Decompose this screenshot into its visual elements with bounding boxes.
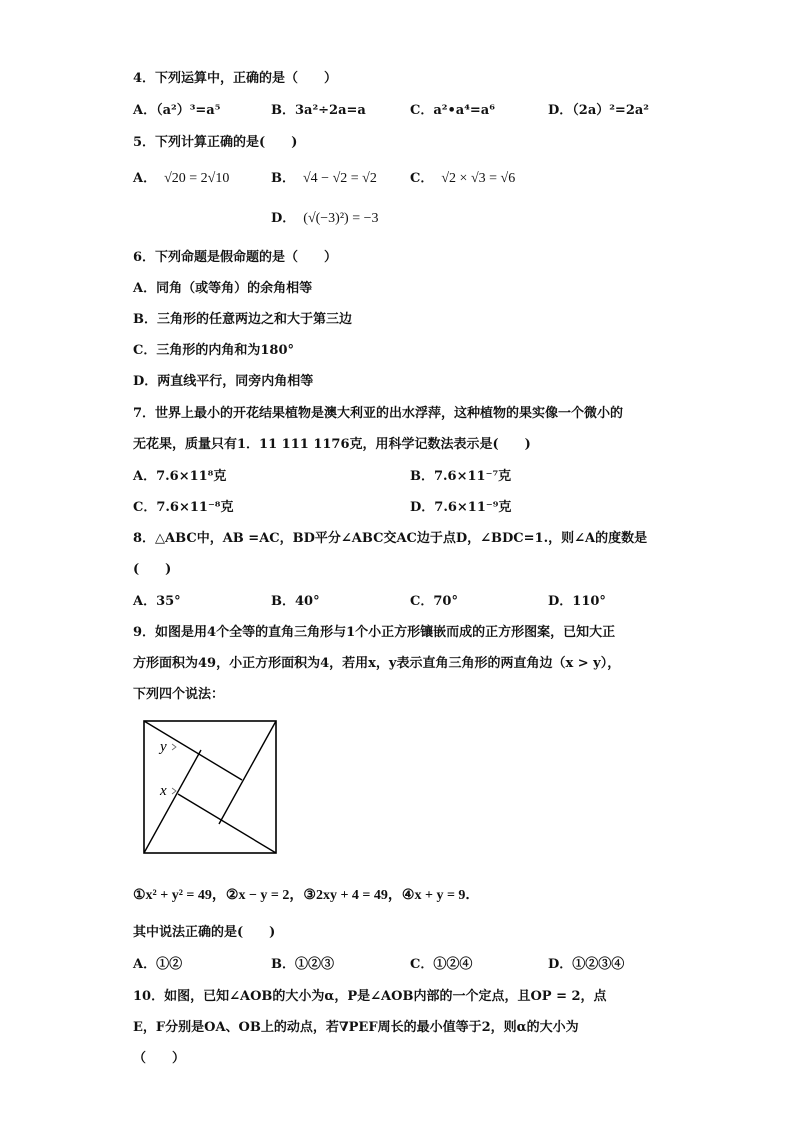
q9-statements	[133, 884, 479, 904]
q5-option-b-label: B．	[271, 171, 295, 186]
q8-option-b: B．40°	[271, 594, 320, 609]
label-x: x	[160, 783, 167, 799]
q7-option-c: C．7.6×11⁻⁸克	[133, 500, 234, 515]
q8-stem-line2: ( )	[133, 562, 172, 577]
q7-option-d: D．7.6×11⁻⁹克	[410, 500, 512, 515]
q7-stem-line1: 7．世界上最小的开花结果植物是澳大利亚的出水浮萍，这种植物的果实像一个微小的	[133, 406, 624, 421]
q9-option-b: B．①②③	[271, 957, 334, 972]
q5-option-b	[271, 167, 377, 187]
q9-figure-svg	[142, 718, 282, 860]
q8-stem-line1: 8．△ABC中，AB =AC，BD平分∠ABC交AC边于点D，∠BDC=1.，则∠A的度数是	[133, 531, 648, 546]
q9-stem-line2: 方形面积为49，小正方形面积为4，若用x，y表示直角三角形的两直角边（x > y），	[133, 656, 621, 671]
q8-option-a: A．35°	[133, 594, 181, 609]
q5-stem: 5．下列计算正确的是( )	[133, 135, 298, 150]
triangle-edge-2	[219, 721, 276, 824]
label-y: y	[160, 739, 167, 755]
q9-option-a: A．①②	[133, 957, 183, 972]
q6-stem: 6．下列命题是假命题的是（ ）	[133, 250, 338, 265]
q4-stem: 4．下列运算中，正确的是（ ）	[133, 71, 338, 86]
q6-option-a: A．同角（或等角）的余角相等	[133, 281, 313, 296]
q10-stem-line3: （ ）	[133, 1051, 186, 1066]
q7-option-b: B．7.6×11⁻⁷克	[410, 469, 512, 484]
q6-option-c: C．三角形的内角和为180°	[133, 343, 294, 358]
q4-option-a: A．（a²）³=a⁵	[133, 103, 221, 118]
q5-option-a-expr: √20 = 2√10	[164, 171, 230, 186]
triangle-edge-4	[144, 750, 201, 853]
q4-option-d: D．（2a）²=2a²	[548, 103, 649, 118]
q9-stem-line3: 下列四个说法：	[133, 687, 225, 702]
q5-option-d-expr: (√(−3)²) = −3	[303, 211, 379, 226]
q5-option-b-expr: √4 − √2 = √2	[303, 171, 377, 186]
arrow-mark-y-icon	[172, 744, 176, 750]
q7-option-a: A．7.6×11⁸克	[133, 469, 227, 484]
q5-option-c-label: C．	[410, 171, 434, 186]
triangle-edge-1	[144, 721, 242, 780]
q5-option-c-expr: √2 × √3 = √6	[441, 171, 516, 186]
q9-question: 其中说法正确的是( )	[133, 925, 276, 940]
triangle-edge-3	[178, 794, 276, 853]
q5-option-a-label: A．	[133, 171, 157, 186]
q6-option-b: B．三角形的任意两边之和大于第三边	[133, 312, 352, 327]
q5-option-a	[133, 167, 229, 187]
q5-option-d	[271, 207, 379, 227]
q6-option-d: D．两直线平行，同旁内角相等	[133, 374, 314, 389]
q5-option-d-label: D．	[271, 211, 296, 226]
q9-statements-text: ①x² + y² = 49，②x − y = 2，③2xy + 4 = 49，④x + y = 9．	[133, 888, 480, 903]
q10-stem-line1: 10．如图，已知∠AOB的大小为α，P是∠AOB内部的一个定点，且OP = 2，点	[133, 989, 607, 1004]
arrow-mark-x-icon	[172, 788, 176, 794]
q5-option-c	[410, 167, 515, 187]
q4-option-b: B．3a²÷2a=a	[271, 103, 366, 118]
q9-option-d: D．①②③④	[548, 957, 625, 972]
q8-option-c: C．70°	[410, 594, 458, 609]
q9-option-c: C．①②④	[410, 957, 473, 972]
q10-stem-line2: E，F分别是OA、OB上的动点，若∇PEF周长的最小值等于2，则α的大小为	[133, 1020, 579, 1035]
q9-square-figure	[142, 718, 282, 864]
q4-option-c: C．a²•a⁴=a⁶	[410, 103, 495, 118]
q9-stem-line1: 9．如图是用4个全等的直角三角形与1个小正方形镶嵌而成的正方形图案，已知大正	[133, 625, 616, 640]
q7-stem-line2: 无花果，质量只有1．11 111 1176克，用科学记数法表示是( )	[133, 437, 531, 452]
q8-option-d: D．110°	[548, 594, 606, 609]
